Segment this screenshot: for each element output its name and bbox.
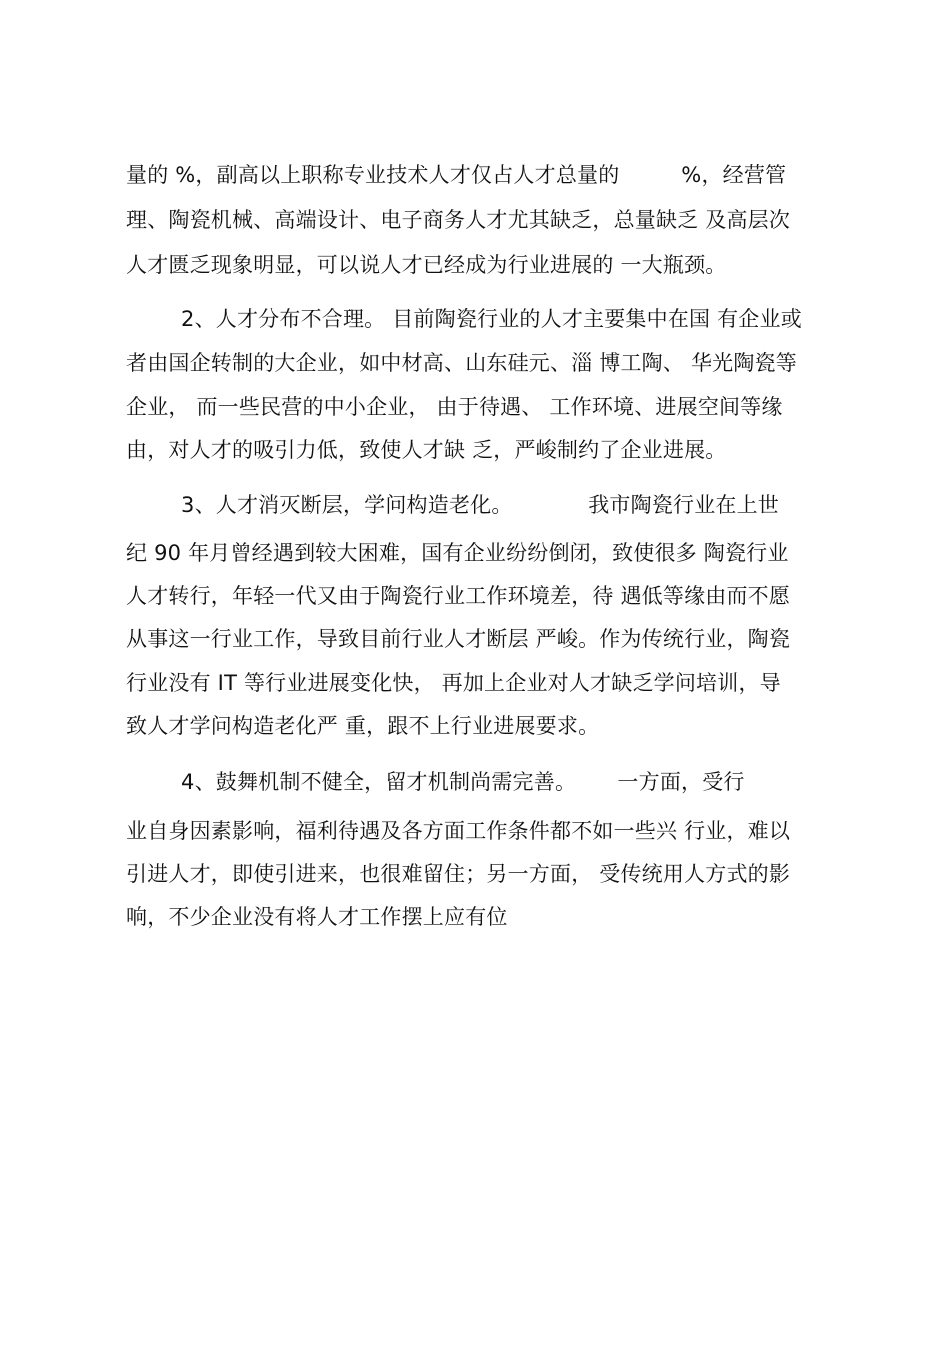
text-line: 量的 %，副高以上职称专业技术人才仅占人才总量的 %，经营管 <box>126 163 787 187</box>
text-line: 纪 90 年月曾经遇到较大困难，国有企业纷纷倒闭，致使很多 陶瓷行业 <box>126 541 789 565</box>
text-line: 人才匮乏现象明显，可以说人才已经成为行业进展的 一大瓶颈。 <box>126 253 727 277</box>
text-line: 从事这一行业工作，导致目前行业人才断层 严峻。作为传统行业，陶瓷 <box>126 627 791 651</box>
text-line: 业自身因素影响，福利待遇及各方面工作条件都不如一些兴 行业，难以 <box>126 819 791 843</box>
text-line: 响，不少企业没有将人才工作摆上应有位 <box>126 905 508 929</box>
text-line: 3、人才消灭断层，学问构造老化。 我市陶瓷行业在上世 <box>126 493 779 517</box>
text-line: 2、人才分布不合理。 目前陶瓷行业的人才主要集中在国 有企业或 <box>126 307 802 331</box>
text-line: 企业， 而一些民营的中小企业， 由于待遇、 工作环境、进展空间等缘 <box>126 395 783 419</box>
text-line: 4、鼓舞机制不健全，留才机制尚需完善。 一方面，受行 <box>126 770 745 794</box>
text-line: 致人才学问构造老化严 重，跟不上行业进展要求。 <box>126 714 600 738</box>
text-line: 人才转行，年轻一代又由于陶瓷行业工作环境差，待 遇低等缘由而不愿 <box>126 584 791 608</box>
text-line: 行业没有 IT 等行业进展变化快， 再加上企业对人才缺乏学问培训，导 <box>126 671 781 695</box>
text-line: 引进人才，即使引进来，也很难留住；另一方面， 受传统用人方式的影 <box>126 862 791 886</box>
text-line: 者由国企转制的大企业，如中材高、山东硅元、淄 博工陶、 华光陶瓷等 <box>126 351 797 375</box>
text-line: 理、陶瓷机械、高端设计、电子商务人才尤其缺乏，总量缺乏 及高层次 <box>126 208 791 232</box>
text-line: 由，对人才的吸引力低，致使人才缺 乏，严峻制约了企业进展。 <box>126 438 727 462</box>
